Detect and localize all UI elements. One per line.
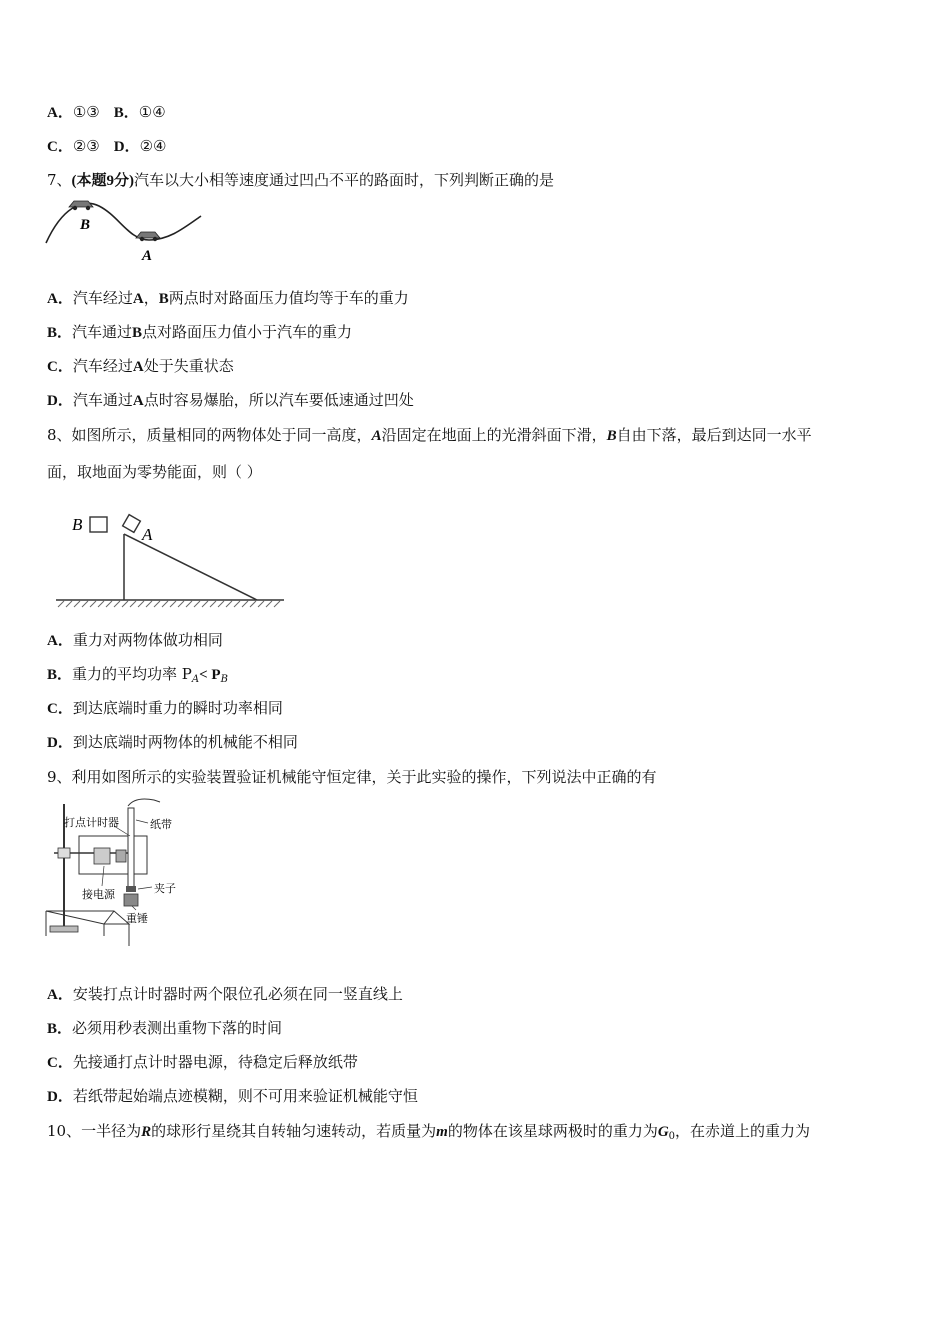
q9-option-a <box>47 984 403 1005</box>
q7-stem-text: 汽车以大小相等速度通过凹凸不平的路面时，下列判断正确的是 <box>134 171 555 189</box>
q7-option-b <box>47 322 352 343</box>
q6-option-c-label: C． <box>47 139 73 155</box>
q7-fig-label-b: B <box>80 217 91 233</box>
q8-option-b-label: B． <box>47 667 73 683</box>
clip <box>126 886 136 892</box>
q7-option-a-text2: 两点时对路面压力值均等于车的重力 <box>168 289 409 307</box>
q7-fig-label-a: A <box>142 248 153 264</box>
q9-option-b-label: B． <box>47 1021 73 1037</box>
q8-fig-label-b: B <box>72 515 83 534</box>
q9-option-d-label: D． <box>47 1089 73 1105</box>
q7-option-b-text2: 点对路面压力值小于汽车的重力 <box>142 323 353 341</box>
q8-stem-text-2: 沿固定在地面上的光滑斜面下滑， <box>381 426 607 444</box>
q7-option-d-label: D． <box>47 393 73 409</box>
q9-apparatus-figure <box>44 796 214 956</box>
q9-option-c-text: 先接通打点计时器电源，待稳定后释放纸带 <box>72 1053 358 1071</box>
q6-options-row-1 <box>47 102 166 123</box>
q7-option-a-var2: B <box>158 291 169 307</box>
q6-option-d-label: D． <box>113 139 140 155</box>
q8-option-d-label: D． <box>47 735 73 751</box>
block-a <box>123 515 141 533</box>
q8-option-b-compare: < P <box>199 667 221 683</box>
q7-option-d-text2: 点时容易爆胎，所以汽车要低速通过凹处 <box>143 391 414 409</box>
q6-options-row-2 <box>47 136 167 157</box>
timer-coil <box>94 848 110 864</box>
q8-stem-line-2 <box>47 462 262 482</box>
q7-option-a-var1: A <box>132 291 144 307</box>
q7-option-a-text1: 汽车经过 <box>72 289 133 307</box>
q8-option-a-text: 重力对两物体做功相同 <box>72 631 223 649</box>
q8-stem-text-3: 自由下落，最后到达同一水平 <box>616 426 812 444</box>
q6-option-d-text: ②④ <box>139 137 167 155</box>
q7-option-a <box>47 288 409 309</box>
q10-text-2: 的球形行星绕其自转轴匀速转动，若质量为 <box>151 1122 437 1140</box>
q7-road-figure <box>44 198 209 266</box>
q6-option-a-label: A． <box>47 105 73 121</box>
q9-fig-label-weight: 重锤 <box>126 912 148 925</box>
q7-option-a-label: A． <box>47 291 73 307</box>
q8-var-b: B <box>606 428 617 444</box>
q6-option-b-text: ①④ <box>138 103 166 121</box>
q8-option-b-sub-b: B <box>220 674 228 685</box>
q10-text-4: ，在赤道上的重力为 <box>675 1122 811 1140</box>
q7-option-d-text1: 汽车通过 <box>72 391 133 409</box>
q7-option-b-label: B． <box>47 325 73 341</box>
q9-option-a-text: 安装打点计时器时两个限位孔必须在同一竖直线上 <box>72 985 403 1003</box>
paper-tape <box>128 808 134 888</box>
q7-stem <box>47 170 554 191</box>
q10-var-g: G <box>657 1124 669 1140</box>
q7-option-a-sep: ， <box>143 289 159 307</box>
q8-option-c-label: C． <box>47 701 73 717</box>
q7-option-d-var: A <box>132 393 144 409</box>
q8-option-d-text: 到达底端时两物体的机械能不相同 <box>72 733 298 751</box>
q9-stem <box>47 767 657 787</box>
q7-option-c-text1: 汽车经过 <box>72 357 133 375</box>
q10-text-1: 一半径为 <box>81 1122 142 1140</box>
q8-stem-text-1: 如图所示，质量相同的两物体处于同一高度， <box>71 426 372 444</box>
q9-option-c-label: C． <box>47 1055 73 1071</box>
q10-stem <box>47 1121 810 1147</box>
q8-option-d <box>47 732 298 753</box>
q9-option-d-text: 若纸带起始端点迹模糊，则不可用来验证机械能守恒 <box>72 1087 418 1105</box>
q10-var-r: R <box>141 1124 152 1140</box>
q10-number: 10、 <box>47 1122 82 1140</box>
q7-option-c-label: C． <box>47 359 73 375</box>
q8-option-a-label: A． <box>47 633 73 649</box>
q8-number: 8、 <box>47 426 72 444</box>
weight <box>124 894 138 906</box>
q8-option-c <box>47 698 283 719</box>
q9-fig-label-clip: 夹子 <box>154 882 176 895</box>
q9-option-b <box>47 1018 282 1039</box>
q7-score: (本题9分) <box>71 173 135 189</box>
q8-var-a: A <box>371 428 382 444</box>
q6-option-b-label: B． <box>113 105 139 121</box>
q8-stem-text-4: 面，取地面为零势能面，则（ ） <box>47 463 262 481</box>
q7-number: 7、 <box>47 171 72 189</box>
q8-option-a <box>47 630 223 651</box>
q9-option-c <box>47 1052 358 1073</box>
q9-fig-label-timer: 打点计时器 <box>64 816 119 829</box>
q6-option-c-text: ②③ <box>72 137 100 155</box>
q10-var-m: m <box>436 1124 448 1140</box>
q8-option-b <box>47 664 228 690</box>
q8-fig-label-a: A <box>142 525 153 544</box>
q10-text-3: 的物体在该星球两极时的重力为 <box>447 1122 658 1140</box>
q8-stem-line-1 <box>47 425 812 446</box>
q9-option-a-label: A． <box>47 987 73 1003</box>
q8-incline-figure <box>52 508 292 618</box>
q9-option-d <box>47 1086 418 1107</box>
q9-option-b-text: 必须用秒表测出重物下落的时间 <box>72 1019 283 1037</box>
q10-var-g-sub: 0 <box>668 1131 676 1142</box>
q9-number: 9、 <box>47 768 72 786</box>
q7-option-b-text1: 汽车通过 <box>72 323 133 341</box>
q7-option-c <box>47 356 234 377</box>
q9-fig-label-power: 接电源 <box>82 888 115 901</box>
q8-option-b-text: 重力的平均功率 P <box>72 665 192 683</box>
q7-option-c-text2: 处于失重状态 <box>143 357 234 375</box>
q9-fig-label-tape: 纸带 <box>150 818 172 831</box>
q7-option-c-var: A <box>132 359 144 375</box>
q6-option-a-text: ①③ <box>72 103 100 121</box>
q7-option-b-var: B <box>132 325 143 341</box>
block-b <box>90 517 107 532</box>
q8-option-c-text: 到达底端时重力的瞬时功率相同 <box>72 699 283 717</box>
q9-stem-text: 利用如图所示的实验装置验证机械能守恒定律，关于此实验的操作，下列说法中正确的有 <box>71 768 657 786</box>
q7-option-d <box>47 390 414 411</box>
q8-option-b-sub-a: A <box>191 674 200 685</box>
